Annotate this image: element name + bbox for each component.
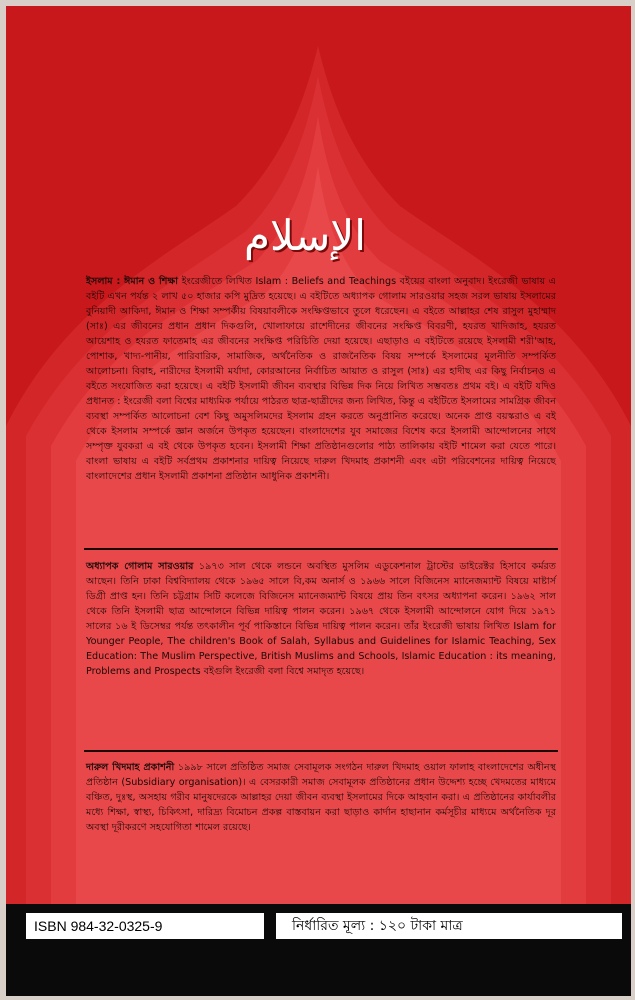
book-description: [86, 274, 556, 484]
divider: [84, 548, 558, 550]
author-bio-body: ১৯৭৩ সাল থেকে লন্ডনে অবস্থিত মুসলিম এডুকেশনাল ট্রাস্টের ডাইরেক্টর হিসাবে কর্মরত আছেন। তিনি ঢাকা বিশ্ববিদ্যালয় থেকে ১৯৬৫ সালে বি,কম অনার্স ও ১৯৬৬ সালে বিজিনেস ম্যানেজম্যান্ট বিষয়ে মাষ্টার্স ডিগ্রী প্রাপ্ত হন। তিনি চট্টগ্রাম সিটি কলেজে বিজিনেস ম্যানেজম্যান্ট বিষয়ে প্রায় তিন বৎসর অধ্যাপনা করেন। ১৯৬২ সাল থেকে তিনি ইসলামী ছাত্র আন্দোলনে বিভিন্ন দায়িত্ব পালন করেন। ১৯৬৭ থেকে ইসলামী আন্দোলনে যোগ দিয়ে ১৯৭১ সালের ১৬ ই ডিসেম্বর পর্যন্ত তৎকালীন পূর্ব পাকিস্তানে বিভিন্ন দায়িত্ব পালন করেন। তাঁর ইংরেজী ভাষায় লিখিত Islam for Younger People, The children's Book of Salah, Syllabus and Guidelines for Islamic Teaching, Sex Education: The Muslim Perspective, British Muslims and Schools, Islamic Education : its meaning, Problems and Prospects বইগুলি ইংরেজী বলা বিশ্বে সমাদৃত হয়েছে।: [86, 561, 557, 677]
arabic-calligraphy-logo: الإسلام: [244, 211, 366, 260]
divider: [84, 750, 558, 752]
publisher-name: দারুল খিদমাহ প্রকাশনী: [86, 762, 175, 773]
isbn-label: ISBN 984-32-0325-9: [26, 913, 264, 939]
price-label: নির্ধারিত মূল্য : ১২০ টাকা মাত্র: [276, 913, 622, 939]
publisher-info-body: ১৯৯৮ সালে প্রতিষ্ঠিত সমাজ সেবামূলক সংগঠন দারুল খিদমাহ ওয়াল ফালাহ বাংলাদেশের অধীনস্থ প্রতিষ্ঠান (Subsidiary organisation)। এ বেসরকারী সমাজ সেবামূলক প্রতিষ্ঠানের প্রধান উদ্দেশ্য হচ্ছে খেদমতের মাধ্যমে বঞ্চিত, দুঃস্থ, অসহায় গরীব মানুষদেরকে আল্লাহর দেয়া জীবন ব্যবস্থা ইসলামের দিকে আহবান করা। এ প্রতিষ্ঠানের কার্যাবলীর মধ্যে শিক্ষা, স্বাস্থ্য, চিকিৎসা, দারিদ্র্য বিমোচন প্রকল্প বাস্তবায়ন করা ছাড়াও কার্দান হাছানান কর্মসূচীর মাধ্যমে অর্থনৈতিক দূর অবস্থা দূরীকরণে সহযোগিতা শামেল রয়েছে।: [86, 762, 556, 833]
publisher-info: [86, 760, 556, 835]
book-title: ইসলাম : ঈমান ও শিক্ষা: [86, 276, 179, 287]
book-back-cover: [6, 6, 631, 996]
author-name: অধ্যাপক গোলাম সারওয়ার: [86, 561, 194, 572]
author-bio: [86, 559, 556, 679]
book-description-body: ইংরেজীতে লিখিত Islam : Beliefs and Teachings বইয়ের বাংলা অনুবাদ। ইংরেজী ভাষায় এ বইটি এখন পর্যন্ত ২ লাখ ৫০ হাজার কপি মুদ্রিত হয়েছে। এ বইটিতে অধ্যাপক গোলাম সারওয়ার সহজ সরল ভাষায় ইসলামের বুনিয়াদী আকিদা, ঈমান ও শিক্ষা সম্পর্কীয় বিষয়াবলীকে সংক্ষিপ্তভাবে তুলে ধরেছেন। এ বইতে আল্লাহর শেষ রাসুল মুহাম্মাদ (সাঃ) এর জীবনের প্রধান প্রধান দিকগুলি, খোলাফায়ে রাশেদীনের জীবনের সংক্ষিপ্ত বিবরণী, হযরত খাদিজাহ, হযরত আয়েশাহ ও হযরত ফাতেমাহ এর জীবনের সংক্ষিপ্ত পরিচিতি দেয়া হয়েছে। এছাড়াও এ বইটিতে রয়েছে ইসলামী শরী'আহ, পোশাক, খাদ্য-পানীয়, পারিবারিক, সামাজিক, অর্থনৈতিক ও রাজনৈতিক বিষয় সম্পর্কে ইসলামের মূলনীতি সম্পর্কিত আলোচনা। বিবাহ, নারীদের ইসলামী মর্যাদা, কোরআনের নির্বাচিত আয়াত ও রাসুল (সাঃ) এর হাদীছ এর কিছু নির্বাচনও এ বইতে সংযোজিত করা হয়েছে। এ বইটি ইসলামী জীবন ব্যবস্থার বিভিন্ন দিক নিয়ে লিখিত সম্ভবতঃ প্রথম বই। এ বইটি যদিও প্রধানত : ইংরেজী বলা বিশ্বের মাধ্যমিক পর্যায়ে পাঠরত ছাত্র-ছাত্রীদের জন্য লিখিত, কিন্তু এ বইটিতে ইসলামের সামগ্রিক জীবন ব্যবস্থা সম্পর্কিত আলোচনা বেশ কিছু অমুসলিমদের ইসলাম গ্রহন করতে অনুপ্রানিত করেছে। অনেক প্রাপ্ত বয়স্করাও এ বই থেকে ইসলাম সম্পর্কে জ্ঞান অর্জনে উপকৃত হয়েছেন। বাংলাদেশের যুব সমাজের বিশেষ করে ইসলামী আন্দোলনের সাথে সম্পৃক্ত যুবকরা এ বই থেকে উপকৃত হবেন। ইসলামী শিক্ষা প্রতিষ্ঠানগুলোর পাঠ্য তালিকায় বইটি শামেল করা যেতে পারে। বাংলা ভাষায় এ বইটি সর্বপ্রথম প্রকাশনার দায়িত্ব নিয়েছে দারুল খিদমাহ প্রকাশনী এবং এটা পরিবেশনের দায়িত্ব নিয়েছে বাংলাদেশের প্রধান ইসলামী প্রকাশনা প্রতিষ্ঠান আধুনিক প্রকাশনী।: [86, 276, 556, 482]
